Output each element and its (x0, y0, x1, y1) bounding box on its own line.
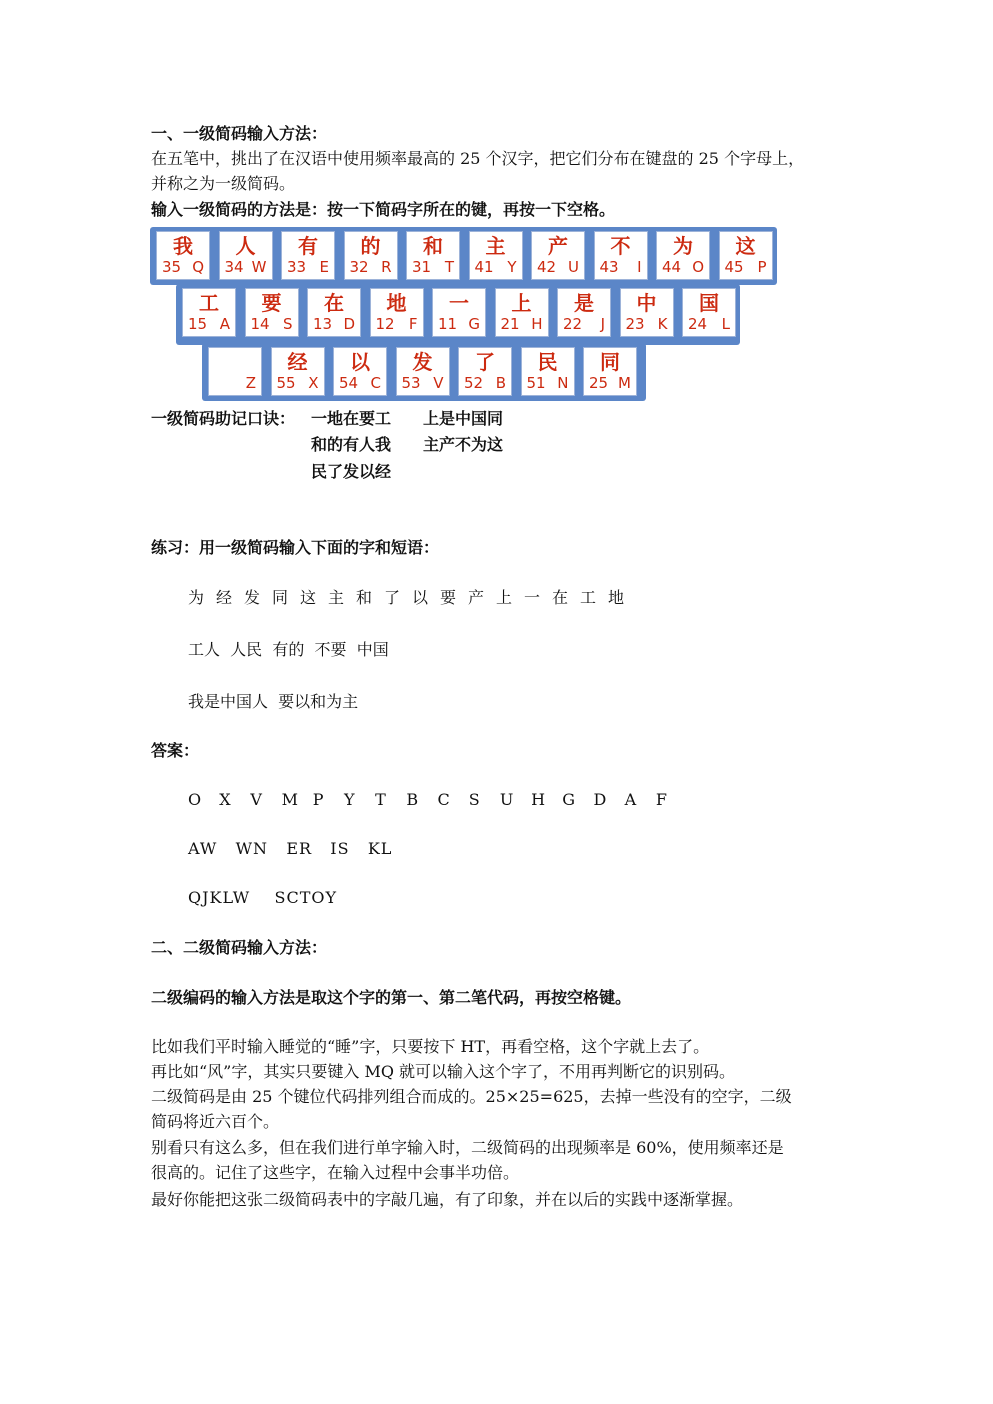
key-letter: B (495, 374, 506, 392)
answers-label: 答案： (151, 741, 200, 760)
key-letter: C (370, 374, 381, 392)
key-letter: Q (192, 258, 204, 276)
key-code: 23 (625, 315, 645, 333)
section1-para-line2: 并称之为一级简码。 (151, 174, 296, 193)
key-char: 有 (298, 234, 318, 258)
section2-line-4: 简码将近六百个。 (151, 1112, 280, 1131)
key-code: 21 (500, 315, 520, 333)
key-letter: U (568, 258, 579, 276)
key-char: 和 (423, 234, 443, 258)
key-char: 经 (287, 350, 308, 374)
practice-label-text: 练习：用一级简码输入下面的字和短语： (151, 538, 440, 557)
key-letter: H (531, 315, 543, 333)
answer-letter: P (312, 790, 324, 809)
answer-letter: C (437, 790, 450, 809)
key-char: 是 (574, 291, 594, 315)
key-letter: E (319, 258, 329, 276)
key-code: 41 (474, 258, 494, 276)
mnemonic-label: 一级简码助记口诀： (151, 409, 296, 428)
practice-char: 这 (300, 588, 317, 607)
practice-char: 产 (468, 588, 485, 607)
key-char: 这 (735, 234, 756, 258)
key-code: 31 (412, 258, 432, 276)
practice-phrases: 工人 人民 有的 不要 中国 (188, 640, 389, 659)
key-code: 51 (526, 374, 546, 392)
key-code: 15 (188, 315, 208, 333)
key-w (219, 231, 273, 280)
key-letter: G (468, 315, 480, 333)
key-code: 25 (589, 374, 609, 392)
key-q (156, 231, 210, 280)
key-char: 同 (600, 350, 620, 374)
key-char: 国 (699, 291, 719, 315)
section2-line-1: 比如我们平时输入睡觉的“睡”字，只要按下 HT，再看空格，这个字就上去了。 (151, 1037, 710, 1056)
practice-char: 上 (496, 588, 513, 607)
practice-char: 经 (216, 588, 233, 607)
key-char: 不 (610, 234, 631, 258)
key-char: 一 (449, 291, 469, 315)
answer-letter: D (593, 790, 607, 809)
key-letter: X (308, 374, 319, 392)
key-letter: F (408, 315, 418, 333)
key-h (495, 288, 549, 337)
key-t (406, 231, 460, 280)
practice-char: 主 (328, 588, 345, 607)
key-letter: W (251, 258, 267, 276)
key-u (531, 231, 585, 280)
key-letter: J (600, 315, 605, 333)
practice-char: 为 (188, 588, 205, 607)
key-char: 的 (360, 234, 381, 258)
key-v (396, 347, 450, 396)
key-code: 22 (563, 315, 583, 333)
key-char: 为 (673, 234, 693, 258)
answer-letter: S (468, 790, 480, 809)
key-r (344, 231, 398, 280)
key-p (719, 231, 773, 280)
section1-method: 输入一级简码的方法是：按一下简码字所在的键，再按一下空格。 (151, 200, 616, 219)
mnemonic-line-1b: 上是中国同 (423, 409, 504, 428)
answer-letter: M (281, 790, 298, 809)
section2-line-6: 很高的。记住了这些字，在输入过程中会事半功倍。 (151, 1163, 520, 1182)
key-d (307, 288, 361, 337)
mnemonic-line-2a: 和的有人我 (311, 435, 392, 454)
key-letter: Z (245, 374, 256, 392)
key-code: 24 (688, 315, 708, 333)
key-char: 产 (548, 234, 568, 258)
key-char: 人 (235, 234, 256, 258)
key-e (281, 231, 335, 280)
key-x (271, 347, 325, 396)
key-char: 上 (511, 291, 532, 315)
key-char: 主 (485, 234, 506, 258)
key-char: 地 (386, 291, 407, 315)
key-code: 43 (599, 258, 619, 276)
answers-line-3: QJKLW SCTOY (188, 888, 338, 907)
answer-letter: X (219, 790, 231, 809)
key-code: 32 (349, 258, 369, 276)
key-i (594, 231, 648, 280)
practice-char: 了 (384, 588, 401, 607)
key-char: 要 (261, 291, 282, 315)
key-code: 55 (276, 374, 296, 392)
key-code: 13 (313, 315, 333, 333)
key-code: 52 (464, 374, 484, 392)
answer-letter: V (250, 790, 262, 809)
key-char: 了 (475, 350, 495, 374)
practice-sentence: 我是中国人 要以和为主 (188, 692, 359, 711)
practice-char: 同 (272, 588, 289, 607)
answer-letter: H (531, 790, 546, 809)
section1-para-line1: 在五笔中，挑出了在汉语中使用频率最高的 25 个汉字，把它们分布在键盘的 25 个字母上， (151, 149, 805, 168)
key-code: 12 (375, 315, 395, 333)
answer-letter: U (499, 790, 514, 809)
key-char: 发 (412, 350, 433, 374)
practice-char: 地 (608, 588, 625, 607)
key-char: 我 (173, 234, 193, 258)
key-letter: A (219, 315, 230, 333)
key-code: 14 (250, 315, 270, 333)
key-code: 34 (224, 258, 244, 276)
key-n (521, 347, 575, 396)
section2-heading: 二、二级简码输入方法： (151, 938, 328, 957)
key-letter: M (618, 374, 631, 392)
key-l (682, 288, 736, 337)
key-code: 54 (339, 374, 359, 392)
key-char: 民 (537, 350, 558, 374)
section2-method: 二级编码的输入方法是取这个字的第一、第二笔代码，再按空格键。 (151, 988, 632, 1007)
key-letter: R (381, 258, 392, 276)
section2-line-5: 别看只有这么多，但在我们进行单字输入时，二级简码的出现频率是 60%，使用频率还是 (151, 1138, 784, 1157)
practice-char: 一 (524, 588, 541, 607)
answer-letter: B (406, 790, 419, 809)
key-f (370, 288, 424, 337)
key-code: 11 (438, 315, 458, 333)
key-letter: L (721, 315, 730, 333)
key-z (208, 347, 262, 396)
key-letter: I (637, 258, 642, 276)
key-char: 以 (350, 350, 370, 374)
key-code: 33 (287, 258, 307, 276)
key-s (245, 288, 299, 337)
answer-letter: O (188, 790, 202, 809)
key-code: 45 (724, 258, 744, 276)
practice-chars (188, 587, 636, 609)
key-j (557, 288, 611, 337)
keyboard-row-1 (150, 227, 777, 285)
key-code: 44 (662, 258, 682, 276)
key-letter: D (343, 315, 355, 333)
section1-heading: 一、一级简码输入方法： (151, 124, 328, 143)
key-k (620, 288, 674, 337)
practice-char: 发 (244, 588, 261, 607)
key-a (182, 288, 236, 337)
key-g (432, 288, 486, 337)
answer-letter: T (375, 790, 386, 809)
key-char: 中 (636, 291, 657, 315)
practice-char: 要 (440, 588, 457, 607)
keyboard-row-3 (202, 343, 646, 401)
key-letter: N (557, 374, 569, 392)
key-letter: K (657, 315, 668, 333)
key-letter: P (757, 258, 767, 276)
key-y (469, 231, 523, 280)
practice-char: 工 (580, 588, 597, 607)
key-o (656, 231, 710, 280)
section2-line-3: 二级简码是由 25 个键位代码排列组合而成的。25×25=625，去掉一些没有的空字，二级 (151, 1087, 792, 1106)
answers-line-1 (188, 789, 687, 811)
key-char: 在 (324, 291, 344, 315)
key-letter: S (282, 315, 293, 333)
keyboard-row-2 (176, 284, 740, 345)
answer-letter: Y (343, 790, 355, 809)
practice-char: 和 (356, 588, 373, 607)
key-b (458, 347, 512, 396)
key-code: 42 (537, 258, 557, 276)
practice-char: 以 (412, 588, 429, 607)
answers-line-2: AW WN ER IS KL (188, 839, 393, 858)
answer-letter: G (562, 790, 576, 809)
key-letter: Y (507, 258, 517, 276)
key-letter: V (433, 374, 444, 392)
key-code: 35 (162, 258, 182, 276)
section2-line-7: 最好你能把这张二级简码表中的字敲几遍，有了印象，并在以后的实践中逐渐掌握。 (151, 1190, 744, 1209)
key-c (333, 347, 387, 396)
key-code: 53 (401, 374, 421, 392)
practice-char: 在 (552, 588, 569, 607)
key-letter: T (444, 258, 454, 276)
key-letter: O (692, 258, 704, 276)
key-char: 工 (199, 291, 219, 315)
section2-line-2: 再比如“风”字，其实只要键入 MQ 就可以输入这个字了，不用再判断它的识别码。 (151, 1062, 736, 1081)
key-m (583, 347, 637, 396)
mnemonic-line-3a: 民了发以经 (311, 462, 392, 481)
answer-letter: A (624, 790, 637, 809)
practice-label (151, 537, 439, 559)
mnemonic-line-2b: 主产不为这 (423, 435, 504, 454)
mnemonic-line-1a: 一地在要工 (311, 409, 392, 428)
answer-letter: F (655, 790, 667, 809)
